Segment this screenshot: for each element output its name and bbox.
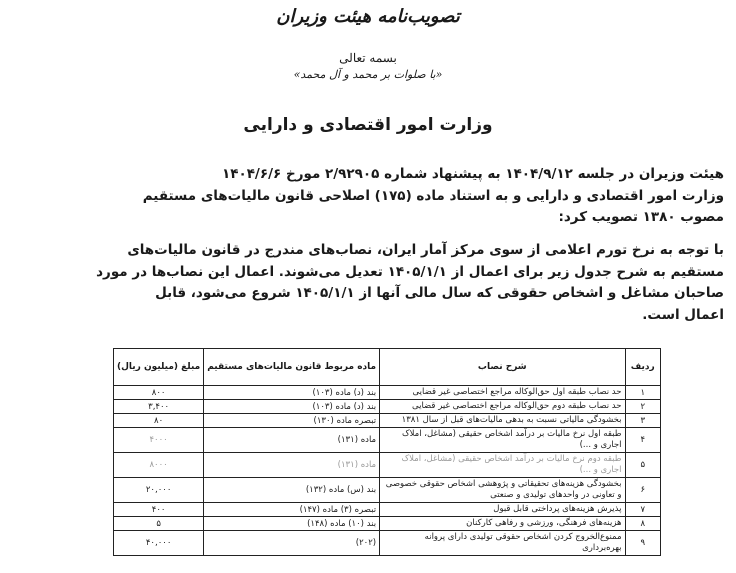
row-description: طبقه دوم نرخ مالیات بر درآمد اشخاص حقیقی (مشاغل، املاک اجاری و ...) [380, 453, 625, 478]
ministry-heading: وزارت امور اقتصادی و دارایی [243, 115, 493, 135]
row-number: ۱ [625, 386, 661, 400]
row-amount: ۵ [114, 517, 204, 531]
paragraph-line: با توجه به نرخ تورم اعلامی از سوی مرکز آمار ایران، نصاب‌های مندرج در قانون مالیات‌های [127, 242, 724, 258]
table-row [114, 478, 661, 503]
header-amount: مبلغ (میلیون ریال) [114, 349, 204, 386]
table-row [114, 414, 661, 428]
paragraph-line: مستقیم به شرح جدول زیر برای اعمال از ۱۴۰۵/۱/۱ تعدیل می‌شوند. اعمال این نصاب‌ها در مورد [96, 263, 724, 280]
paragraph-line: هیئت وزیران در جلسه ۱۴۰۴/۹/۱۲ به پیشنهاد شماره ۲/۹۲۹۰۵ مورخ ۱۴۰۴/۶/۶ [221, 166, 724, 182]
row-article: (۲۰۲) [204, 531, 380, 556]
row-amount: ۸۰ [114, 414, 204, 428]
row-article: تبصره (۳) ماده (۱۴۷) [204, 503, 380, 517]
table-row [114, 517, 661, 531]
salawat: «با صلوات بر محمد و آل محمد» [293, 68, 443, 81]
row-amount: ۴۰۰ [114, 503, 204, 517]
row-description: حد نصاب طبقه دوم حق‌الوکاله مراجع اختصاصی غیر قضایی [380, 400, 625, 414]
paragraph-line: صاحبان مشاغل و اشخاص حقوقی که سال مالی آنها از ۱۴۰۵/۱/۱ شروع می‌شود، قابل [155, 285, 724, 301]
basmala: بسمه تعالی [339, 51, 397, 65]
row-number: ۴ [625, 428, 661, 453]
row-description: حد نصاب طبقه اول حق‌الوکاله مراجع اختصاصی غیر قضایی [380, 386, 625, 400]
row-number: ۳ [625, 414, 661, 428]
row-description: طبقه اول نرخ مالیات بر درآمد اشخاص حقیقی (مشاغل، املاک اجاری و ...) [380, 428, 625, 453]
row-article: ماده (۱۳۱) [204, 428, 380, 453]
paragraph-line: وزارت امور اقتصادی و دارایی و به استناد ماده (۱۷۵) اصلاحی قانون مالیات‌های مستقیم [142, 187, 724, 204]
decree-paragraph-1 [84, 164, 724, 229]
header-article: ماده مربوط قانون مالیات‌های مستقیم [204, 349, 380, 386]
row-number: ۵ [625, 453, 661, 478]
row-article: تبصره ماده (۱۳۰) [204, 414, 380, 428]
decree-paragraph-2 [84, 240, 724, 326]
header-row-number: ردیف [625, 349, 661, 386]
row-amount: ۳,۴۰۰ [114, 400, 204, 414]
row-amount: ۴۰,۰۰۰ [114, 531, 204, 556]
table-row [114, 400, 661, 414]
document-title: تصویب‌نامه هیئت وزیران [276, 6, 460, 27]
row-article: بند (س) ماده (۱۳۲) [204, 478, 380, 503]
row-number: ۸ [625, 517, 661, 531]
row-number: ۷ [625, 503, 661, 517]
table-row [114, 453, 661, 478]
row-article: ماده (۱۳۱) [204, 453, 380, 478]
table-header-row [114, 349, 661, 386]
row-description: بخشودگی مالیاتی نسبت به بدهی مالیات‌های قبل از سال ۱۳۸۱ [380, 414, 625, 428]
row-description: ممنوع‌الخروج کردن اشخاص حقوقی تولیدی دارای پروانه بهره‌برداری [380, 531, 625, 556]
row-amount: ۴۰۰۰ [114, 428, 204, 453]
row-description: بخشودگی هزینه‌های تحقیقاتی و پژوهشی اشخاص حقوقی خصوصی و تعاونی در واحدهای تولیدی و صنعتی [380, 478, 625, 503]
table-row [114, 531, 661, 556]
header-description: شرح نصاب [380, 349, 625, 386]
paragraph-line: اعمال است. [642, 306, 724, 323]
row-article: بند (د) ماده (۱۰۳) [204, 400, 380, 414]
row-number: ۶ [625, 478, 661, 503]
row-description: هزینه‌های فرهنگی، ورزشی و رفاهی کارکنان [380, 517, 625, 531]
row-amount: ۲۰,۰۰۰ [114, 478, 204, 503]
table-row [114, 386, 661, 400]
thresholds-table [113, 348, 661, 556]
row-article: بند (۱۰) ماده (۱۴۸) [204, 517, 380, 531]
row-amount: ۸۰۰ [114, 386, 204, 400]
paragraph-line: مصوب ۱۳۸۰ تصویب کرد: [558, 209, 724, 225]
row-article: بند (د) ماده (۱۰۳) [204, 386, 380, 400]
row-description: پذیرش هزینه‌های پرداختی قابل قبول [380, 503, 625, 517]
table-row [114, 503, 661, 517]
row-amount: ۸۰۰۰ [114, 453, 204, 478]
row-number: ۲ [625, 400, 661, 414]
row-number: ۹ [625, 531, 661, 556]
table-row [114, 428, 661, 453]
